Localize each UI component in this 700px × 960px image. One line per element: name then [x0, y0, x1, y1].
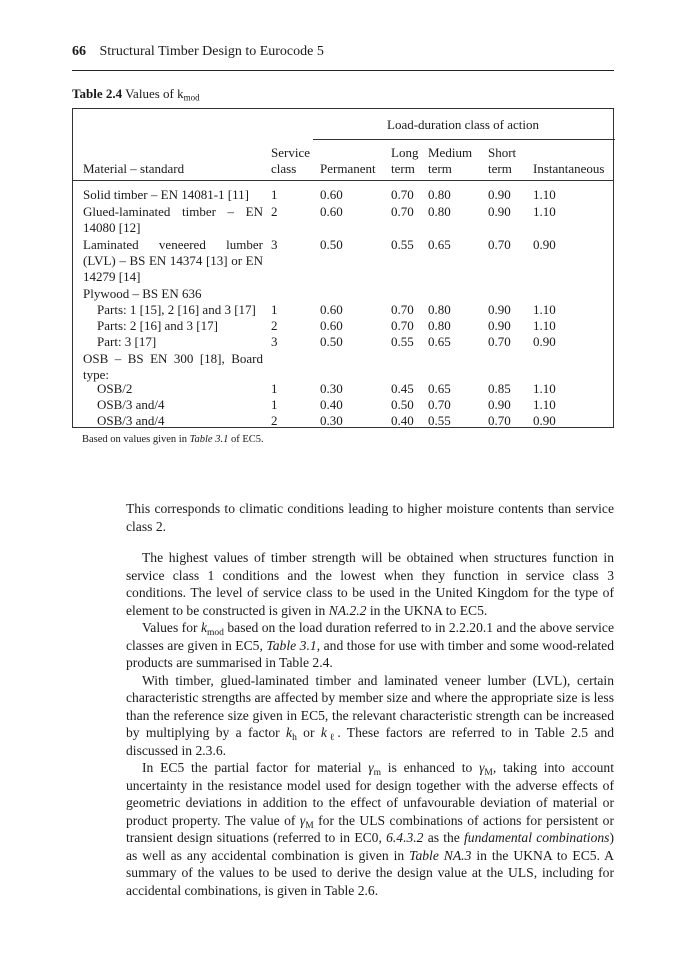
p3-symbol-sub: mod — [207, 627, 224, 638]
row-instantaneous: 1.10 — [533, 204, 556, 219]
paragraph-1: This corresponds to climatic conditions leading to higher moisture contents than service class 2. — [126, 501, 614, 534]
row-material: Solid timber – EN 14081-1 [11] — [83, 187, 249, 202]
row-permanent: 0.40 — [320, 397, 343, 412]
row-short-term: 0.70 — [488, 413, 511, 428]
p4-or: or — [296, 725, 321, 740]
p4-text-end: . These factors are referred to in Table 2.5 and discussed in 2.3.6. — [126, 725, 615, 758]
body-paragraphs — [126, 549, 614, 899]
row-material: Parts: 2 [16] and 3 [17] — [97, 318, 218, 333]
row-long-term: 0.70 — [391, 204, 414, 219]
col-header-short-2: term — [488, 161, 512, 176]
row-instantaneous: 1.10 — [533, 302, 556, 317]
row-short-term: 0.90 — [488, 302, 511, 317]
row-medium-term: 0.65 — [428, 334, 451, 349]
row-medium-term: 0.70 — [428, 397, 451, 412]
row-material: Laminated veneered lumber (LVL) – BS EN 14374 [13] or EN 14279 [14] — [83, 237, 263, 284]
col-header-service-2: class — [271, 161, 297, 176]
table-caption-text: Values of k — [125, 86, 184, 101]
paragraph-3 — [126, 619, 614, 672]
continuation-paragraph — [126, 500, 614, 535]
row-service-class: 3 — [271, 334, 278, 349]
p5-reference-2: fundamental combinations — [464, 830, 610, 845]
p4-symbol-1-sub: h — [292, 732, 297, 743]
row-long-term: 0.55 — [391, 334, 414, 349]
table-footnote — [82, 434, 264, 445]
header-rule — [72, 70, 614, 71]
row-long-term: 0.55 — [391, 237, 414, 252]
row-permanent: 0.50 — [320, 237, 343, 252]
row-permanent: 0.30 — [320, 413, 343, 428]
paragraph-2 — [126, 549, 614, 619]
row-instantaneous: 1.10 — [533, 187, 556, 202]
col-header-long-2: term — [391, 161, 415, 176]
col-header-medium-2: term — [428, 161, 452, 176]
table-caption-sub: mod — [183, 92, 200, 103]
p3-symbol: k — [200, 620, 208, 635]
p3-reference: Table 3.1 — [266, 637, 317, 653]
row-short-term: 0.90 — [488, 187, 511, 202]
row-service-class: 2 — [271, 413, 278, 428]
kmod-table — [72, 108, 614, 428]
row-instantaneous: 0.90 — [533, 334, 556, 349]
row-short-term: 0.90 — [488, 318, 511, 333]
row-material: Glued-laminated timber – EN 14080 [12] — [83, 204, 263, 235]
row-service-class: 3 — [271, 237, 278, 252]
row-instantaneous: 0.90 — [533, 237, 556, 252]
col-header-short-1: Short — [488, 145, 517, 160]
col-header-permanent: Permanent — [320, 161, 376, 176]
p4-symbol-2: k — [320, 725, 327, 740]
row-permanent: 0.60 — [320, 302, 343, 317]
group-header-rule — [313, 139, 615, 140]
p4-symbol-2-sub: ℓ — [326, 732, 338, 743]
row-instantaneous: 1.10 — [533, 397, 556, 412]
row-long-term: 0.70 — [391, 318, 414, 333]
col-header-instantaneous: Instantaneous — [533, 161, 605, 176]
col-header-material: Material – standard — [83, 161, 185, 176]
row-instantaneous: 1.10 — [533, 381, 556, 396]
row-material: OSB/2 — [97, 381, 133, 396]
group-header: Load-duration class of action — [387, 117, 539, 132]
row-medium-term: 0.80 — [428, 204, 451, 219]
paragraph-4 — [126, 672, 614, 760]
paragraph-5 — [126, 759, 614, 899]
p3-text: Values for — [142, 620, 201, 635]
row-permanent: 0.60 — [320, 187, 343, 202]
row-service-class: 1 — [271, 397, 278, 412]
p5-gamma-2: γ — [479, 760, 485, 775]
running-header — [72, 44, 614, 60]
row-service-class: 2 — [271, 318, 278, 333]
p5-text-g: in the UKNA to EC5. A summary of the values to be used to derive the design value at the ULS, including for accidental combinations, is given in Table 2.6. — [126, 847, 614, 898]
p2-reference: NA.2.2 — [328, 602, 367, 618]
col-header-long-1: Long — [391, 145, 419, 160]
row-permanent: 0.60 — [320, 204, 343, 219]
row-long-term: 0.45 — [391, 381, 414, 396]
row-permanent: 0.50 — [320, 334, 343, 349]
p2-text: The highest values of timber strength will be obtained when structures function in service class 1 conditions and the lowest when they function in service class 3 conditions. The level of service class to be used in the United Kingdom for the type of element to be constructed is given in — [126, 550, 614, 618]
row-medium-term: 0.55 — [428, 413, 451, 428]
running-title: Structural Timber Design to Eurocode 5 — [99, 44, 324, 59]
row-long-term: 0.40 — [391, 413, 414, 428]
row-material: Parts: 1 [15], 2 [16] and 3 [17] — [97, 302, 256, 317]
row-short-term: 0.70 — [488, 237, 511, 252]
table-caption — [72, 86, 200, 102]
row-short-term: 0.90 — [488, 397, 511, 412]
p5-text-b: is enhanced to — [381, 760, 480, 775]
col-header-medium-1: Medium — [428, 145, 473, 160]
row-instantaneous: 1.10 — [533, 318, 556, 333]
p5-text-e: as the — [423, 830, 465, 845]
row-material: Part: 3 [17] — [97, 334, 157, 349]
row-long-term: 0.70 — [391, 187, 414, 202]
row-service-class: 1 — [271, 302, 278, 317]
p3-text-end: , and those for use with timber and some wood-related products are summarised in Table 2.4. — [126, 637, 614, 670]
p5-text-c: , taking into account uncertainty in the resistance model used for design together with the adverse effects of geometric deviations in addition to the effect of unfavourable deviation of material or product property. The value of — [126, 760, 614, 828]
row-permanent: 0.30 — [320, 381, 343, 396]
row-instantaneous: 0.90 — [533, 413, 556, 428]
p5-text-f: ) as well as any accidental combination is given in — [126, 830, 614, 863]
row-service-class: 1 — [271, 381, 278, 396]
header-bottom-rule — [73, 180, 613, 181]
row-long-term: 0.70 — [391, 302, 414, 317]
p5-gamma-2-sub: M — [484, 767, 493, 778]
row-material: Plywood – BS EN 636 — [83, 286, 202, 301]
row-medium-term: 0.65 — [428, 237, 451, 252]
p5-text: In EC5 the partial factor for material — [142, 760, 369, 775]
row-permanent: 0.60 — [320, 318, 343, 333]
p2-text-end: in the UKNA to EC5. — [366, 602, 488, 618]
row-short-term: 0.90 — [488, 204, 511, 219]
p5-reference-3: Table NA.3 — [409, 847, 472, 863]
page-number: 66 — [72, 44, 86, 59]
row-medium-term: 0.80 — [428, 318, 451, 333]
p5-text-d: for the ULS combinations of actions for persistent or transient design situations (referred to in EC0, — [126, 812, 615, 845]
row-medium-term: 0.80 — [428, 187, 451, 202]
p5-gamma-3: γ — [299, 812, 306, 828]
p3-text-mid: based on the load duration referred to in 2.2.20.1 and the above service classes are given in EC5, — [126, 620, 614, 653]
row-service-class: 1 — [271, 187, 278, 202]
row-material: OSB – BS EN 300 [18], Board type: — [83, 351, 263, 382]
p4-symbol-1: k — [286, 725, 293, 740]
row-service-class: 2 — [271, 204, 278, 219]
row-medium-term: 0.65 — [428, 381, 451, 396]
p4-text: With timber, glued-laminated timber and laminated veneer lumber (LVL), certain characteristic strengths are affected by member size and where the appropriate size is less than the reference size given in EC5, the relevant characteristic strength can be increased by multiplying by a factor — [126, 672, 614, 740]
footnote-reference: Table 3.1 — [189, 434, 229, 445]
row-material: OSB/3 and/4 — [97, 397, 165, 412]
p5-gamma-3-sub: M — [305, 820, 314, 831]
p5-reference-1: 6.4.3.2 — [386, 830, 424, 845]
row-long-term: 0.50 — [391, 397, 414, 412]
row-medium-term: 0.80 — [428, 302, 451, 317]
footnote-text: Based on values given in — [82, 434, 190, 445]
p5-gamma-1: γ — [368, 760, 374, 775]
table-label: Table 2.4 — [72, 86, 123, 101]
p5-gamma-1-sub: m — [373, 767, 382, 778]
col-header-service-1: Service — [271, 145, 310, 160]
footnote-text-end: of EC5. — [228, 434, 264, 445]
row-short-term: 0.85 — [488, 381, 511, 396]
row-short-term: 0.70 — [488, 334, 511, 349]
row-material: OSB/3 and/4 — [97, 413, 165, 428]
